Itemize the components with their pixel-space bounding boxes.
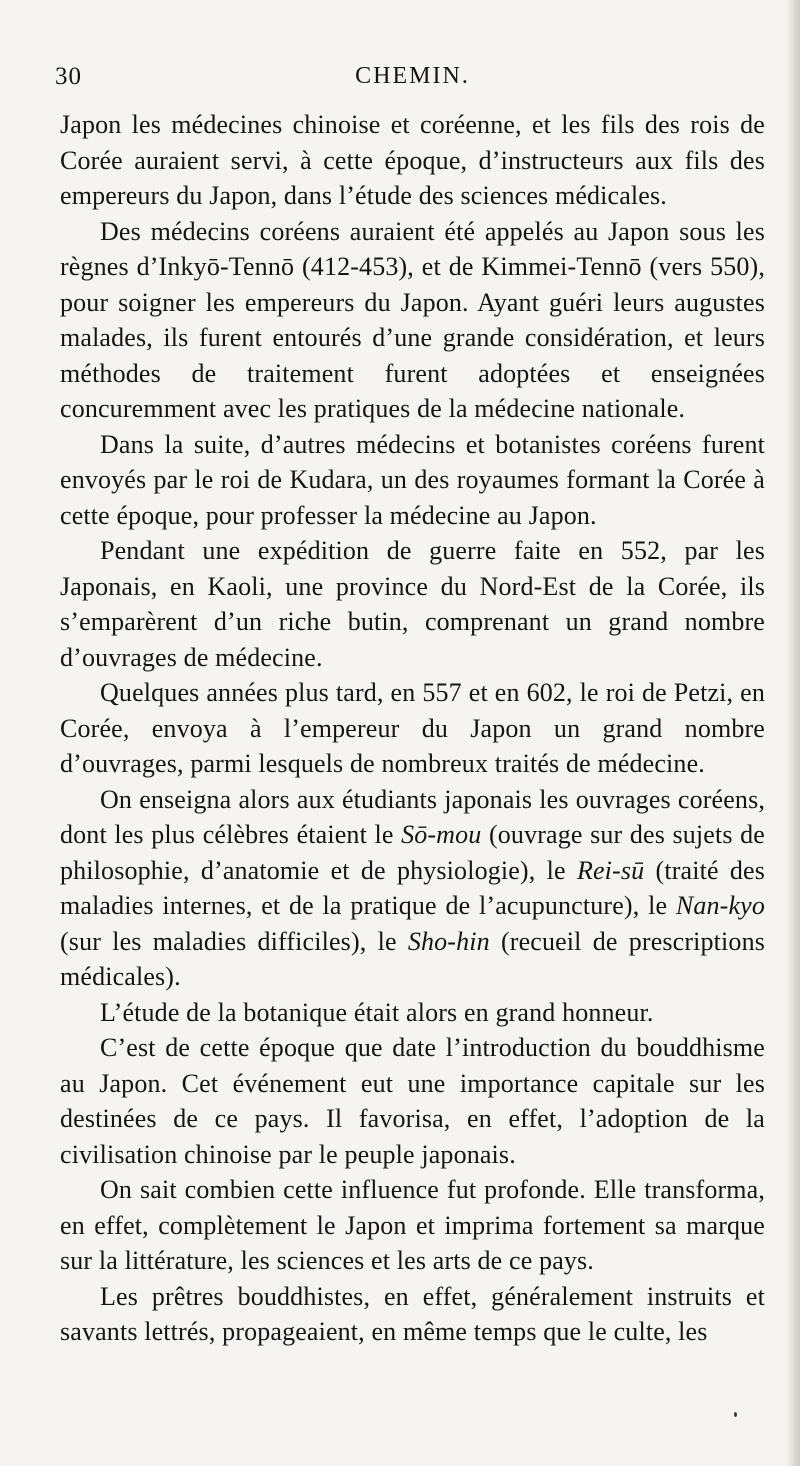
paragraph	[60, 107, 765, 214]
body-text	[60, 107, 765, 1350]
page-number: 30	[55, 63, 82, 90]
page-header	[55, 63, 770, 99]
paragraph	[60, 427, 765, 534]
page-edge-shadow	[786, 0, 800, 1466]
text-run: On sait combien cette influence fut profonde. Elle transforma, en effet, complètement le Japon et imprima fortement sa marque sur la littérature, les sciences et les arts de ce pays.	[60, 1175, 765, 1275]
text-run: (recueil de prescriptions médicales).	[60, 926, 765, 991]
text-run: On enseigna alors aux étudiants japonais les ouvrages coréens, dont les plus célèbres étaient le	[60, 784, 765, 849]
paragraph	[60, 1279, 765, 1350]
paragraph	[60, 214, 765, 427]
italic-title: Rei-sū	[576, 855, 645, 885]
paragraph	[60, 1172, 765, 1279]
paragraph	[60, 533, 765, 675]
italic-title: Sō-mou	[401, 820, 482, 849]
print-speck	[734, 1412, 737, 1417]
text-run: Quelques années plus tard, en 557 et en 602, le roi de Petzi, en Corée, envoya à l’empereur du Japon un grand nombre d’ouvrages, parmi lesquels de nombreux traités de médecine.	[60, 678, 765, 778]
text-run: (ouvrage sur des sujets de philosophie, d’anatomie et de physiologie), le	[60, 820, 765, 885]
paragraph	[60, 675, 765, 782]
text-run: C’est de cette époque que date l’introduction du bouddhisme au Japon. Cet événement eut une importance capitale sur les destinées de ce pays. Il favorisa, en effet, l’adoption de la civilisation chinoise par le peuple japonais.	[60, 1033, 765, 1169]
paragraph	[60, 995, 765, 1031]
running-head: CHEMIN.	[355, 63, 470, 89]
text-run: Des médecins coréens auraient été appelés au Japon sous les règnes d’Inkyō-Tennō (412-453), et de Kimmei-Tennō (vers 550), pour soigner les empereurs du Japon. Ayant guéri leurs augustes malades, ils furent entourés d’une grande considération, et leurs méthodes de traitement furent adoptées et enseignées concuremment avec les pratiques de la médecine nationale.	[60, 216, 765, 423]
text-run: Japon les médecines chinoise et coréenne, et les fils des rois de Corée auraient servi, à cette époque, d’instructeurs aux fils des empereurs du Japon, dans l’étude des sciences médicales.	[60, 110, 765, 210]
text-run: (traité des maladies internes, et de la pratique de l’acupuncture), le	[60, 855, 765, 920]
text-run: Pendant une expédition de guerre faite en 552, par les Japonais, en Kaoli, une province du Nord-Est de la Corée, ils s’emparèrent d’un riche butin, comprenant un grand nombre d’ouvrages de médecine.	[60, 536, 765, 672]
italic-title: Nan-kyo	[675, 891, 765, 920]
paragraph	[60, 782, 765, 995]
text-run: Dans la suite, d’autres médecins et botanistes coréens furent envoyés par le roi de Kudara, un des royaumes formant la Corée à cette époque, pour professer la médecine au Japon.	[60, 429, 765, 530]
italic-title: Sho-hin	[407, 926, 490, 956]
text-run: (sur les maladies difficiles), le	[60, 926, 408, 956]
text-run: L’étude de la botanique était alors en grand honneur.	[100, 997, 654, 1027]
text-run: Les prêtres bouddhistes, en effet, généralement instruits et savants lettrés, propageaient, en même temps que le culte, les	[60, 1281, 765, 1346]
paragraph	[60, 1030, 765, 1172]
